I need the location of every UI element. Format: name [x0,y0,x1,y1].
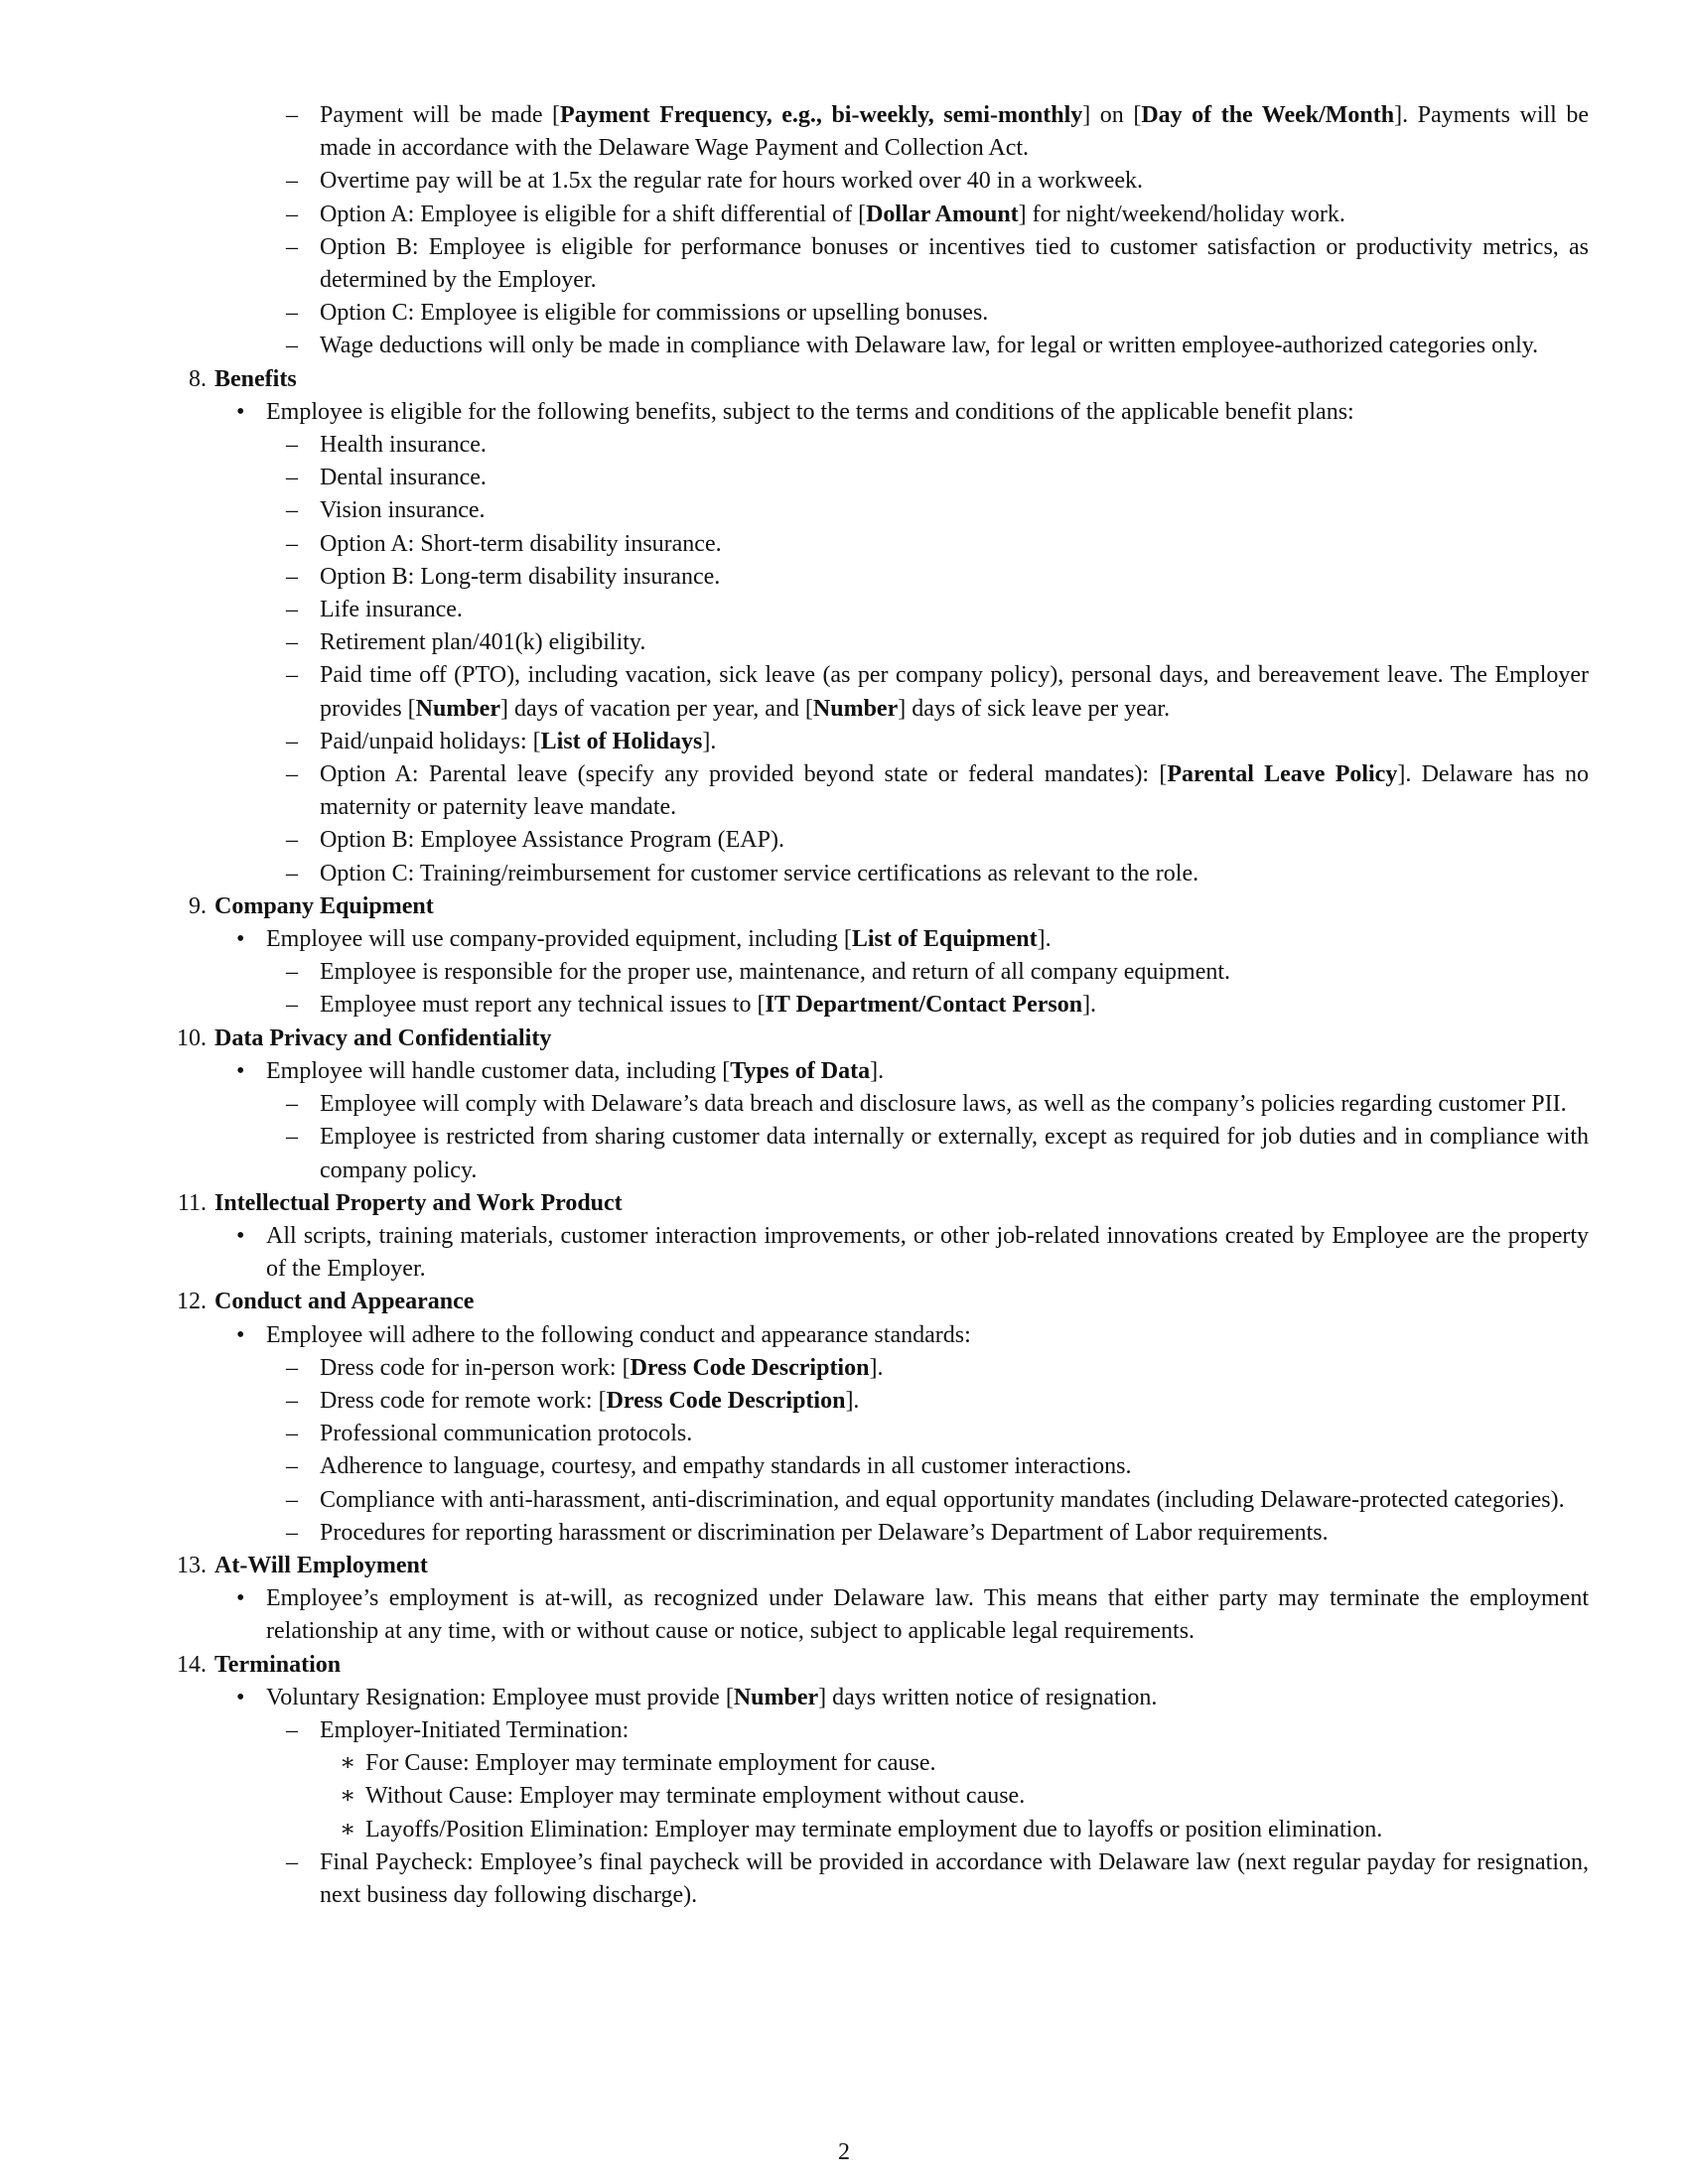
dash-marker: – [286,860,298,887]
section-heading [177,1286,1589,1318]
section-number: 11. [177,1189,207,1216]
placeholder-field: Dollar Amount [866,201,1019,227]
list-item-text [320,429,1589,462]
section-heading [177,1649,1589,1682]
list-item [207,824,1589,857]
list-item [207,858,1589,890]
list-item [207,956,1589,989]
section-number: 9. [189,892,207,919]
bullet-marker: • [236,1684,245,1710]
text-run: Adherence to language, courtesy, and empathy standards in all customer interactions. [320,1453,1132,1480]
dash-marker: – [286,168,298,195]
asterisk-marker: ∗ [340,1783,356,1810]
text-run: Dental insurance. [320,465,487,491]
text-run: Dress code for in-person work: [ [320,1354,631,1381]
section-title: Company Equipment [214,892,434,919]
text-run: Without Cause: Employer may terminate employment without cause. [365,1783,1026,1810]
list-item [207,1385,1589,1418]
text-run: Procedures for reporting harassment or discrimination per Delaware’s Department of Labor requirements. [320,1519,1329,1546]
list-item [207,1352,1589,1385]
list-item-text [266,1055,1589,1088]
text-run: Payment will be made [ [320,102,561,128]
text-run: Option A: Employee is eligible for a shift differential of [ [320,201,867,227]
list-item [207,165,1589,198]
text-run: Employee is eligible for the following benefits, subject to the terms and conditions of the applicable benefit plans: [266,398,1354,425]
section-title: Conduct and Appearance [214,1289,475,1315]
list-item-text [365,1814,1589,1846]
dash-marker: – [286,300,298,327]
section-heading [189,890,1589,923]
list-item-text [320,1450,1589,1483]
text-run: Wage deductions will only be made in compliance with Delaware law, for legal or written employee-authorized categories only. [320,333,1539,359]
list-item-text [266,396,1589,429]
list-item-text [320,165,1589,198]
text-run: ] days written notice of resignation. [818,1684,1158,1710]
text-run: Employee is responsible for the proper use, maintenance, and return of all company equipment. [320,959,1231,986]
section-heading [177,1187,1589,1220]
dash-marker: – [286,1716,298,1743]
text-run: Health insurance. [320,432,487,459]
list-item [207,1582,1589,1648]
text-run: All scripts, training materials, customer interaction improvements, or other job-related innovations created by Employee are the property of the Employer. [266,1222,1589,1283]
section-number: 12. [177,1289,207,1315]
list-item [207,528,1589,561]
text-run: Option C: Employee is eligible for commissions or upselling bonuses. [320,300,989,327]
list-item-text [320,758,1589,824]
list-item [207,1780,1589,1813]
list-item [207,1319,1589,1352]
list-item-text [320,1517,1589,1550]
section-title: Benefits [214,365,297,392]
list-item-text [320,1385,1589,1418]
list-item [207,726,1589,758]
dash-marker: – [286,1421,298,1447]
dash-marker: – [286,497,298,524]
list-item [207,462,1589,494]
list-item-text [320,330,1589,362]
list-item [207,1121,1589,1186]
list-item-text [320,824,1589,857]
dash-marker: – [286,102,298,128]
section-title: Termination [214,1651,342,1678]
text-run: Employee will comply with Delaware’s data breach and disclosure laws, as well as the company’s policies regarding customer PII. [320,1091,1567,1118]
list-item [207,297,1589,330]
placeholder-field: IT Department/Contact Person [765,992,1083,1019]
text-run: Final Paycheck: Employee’s final paycheck will be provided in accordance with Delaware law (next regular payday for resignation, next business day following discharge). [320,1848,1589,1908]
section-heading [189,363,1589,396]
text-run: Voluntary Resignation: Employee must provide [ [266,1684,734,1710]
bullet-marker: • [236,1057,245,1084]
list-item [207,1484,1589,1517]
list-item [207,561,1589,594]
list-item [207,659,1589,725]
list-item [207,1055,1589,1088]
list-item-text [320,199,1589,231]
list-item-text [320,1484,1589,1517]
list-item [207,1747,1589,1780]
text-run: ]. [1082,992,1097,1019]
list-item [207,758,1589,824]
text-run: Life insurance. [320,597,463,623]
list-item [207,923,1589,956]
placeholder-field: Dress Code Description [630,1354,870,1381]
list-item [207,1220,1589,1286]
text-run: For Cause: Employer may terminate employment for cause. [365,1750,936,1777]
section-number: 13. [177,1552,207,1578]
placeholder-field: Number [415,695,500,722]
list-item [207,594,1589,626]
text-run: Employee is restricted from sharing customer data internally or externally, except as required for job duties and in compliance with company policy. [320,1124,1589,1183]
section-number: 14. [177,1651,207,1678]
text-run: ]. [870,1057,885,1084]
placeholder-field: Payment Frequency, e.g., bi-weekly, semi-monthly [560,102,1083,128]
list-item-text [266,1582,1589,1648]
text-run: ] days of vacation per year, and [ [499,695,813,722]
list-item [207,396,1589,429]
placeholder-field: Parental Leave Policy [1167,761,1398,788]
placeholder-field: List of Equipment [851,926,1038,953]
bullet-marker: • [236,1321,245,1348]
list-item [207,494,1589,527]
list-item-text [320,231,1589,297]
dash-marker: – [286,662,298,689]
list-item-text [320,1088,1589,1121]
text-run: ]. [1037,926,1052,953]
list-item-text [320,956,1589,989]
list-item-text [320,297,1589,330]
list-item-text [320,659,1589,725]
text-run: Option A: Parental leave (specify any provided beyond state or federal mandates): [ [320,761,1168,788]
bullet-marker: • [236,398,245,425]
dash-marker: – [286,432,298,459]
list-item [207,199,1589,231]
list-item [207,1814,1589,1846]
list-item-text [266,1220,1589,1286]
list-item [207,989,1589,1022]
dash-marker: – [286,333,298,359]
dash-marker: – [286,233,298,260]
list-item-text [320,1121,1589,1186]
text-run: Option B: Employee is eligible for performance bonuses or incentives tied to customer satisfaction or productivity metrics, as determined by the Employer. [320,233,1589,294]
list-item-text [320,726,1589,758]
placeholder-field: Types of Data [730,1057,871,1084]
list-item-text [320,462,1589,494]
list-item-text [320,1714,1589,1747]
text-run: Overtime pay will be at 1.5x the regular rate for hours worked over 40 in a workweek. [320,168,1144,195]
text-run: ] on [ [1082,102,1142,128]
text-run: ]. [845,1387,860,1414]
text-run: Dress code for remote work: [ [320,1387,607,1414]
section-heading [177,1550,1589,1582]
dash-marker: – [286,1453,298,1480]
dash-marker: – [286,530,298,557]
asterisk-marker: ∗ [340,1816,356,1843]
placeholder-field: Number [812,695,899,722]
dash-marker: – [286,563,298,590]
list-item-text [320,494,1589,527]
text-run: Compliance with anti-harassment, anti-discrimination, and equal opportunity mandates (including Delaware-protected categories). [320,1486,1565,1513]
text-run: Employee’s employment is at-will, as recognized under Delaware law. This means that either party may terminate the employment relationship at any time, with or without cause or notice, subject to applicable legal requirements. [266,1585,1589,1645]
list-item-text [365,1780,1589,1813]
text-run: ]. [869,1354,884,1381]
dash-marker: – [286,1091,298,1118]
page-number: 2 [838,2139,850,2165]
dash-marker: – [286,1486,298,1513]
placeholder-field: Number [733,1684,819,1710]
list-item-text [365,1747,1589,1780]
dash-marker: – [286,827,298,854]
bullet-marker: • [236,926,245,953]
list-item-text [320,1352,1589,1385]
list-item-text [320,594,1589,626]
list-item [207,1846,1589,1912]
list-item [207,99,1589,165]
text-run: Option B: Employee Assistance Program (EAP). [320,827,784,854]
dash-marker: – [286,761,298,788]
text-run: Option C: Training/reimbursement for customer service certifications as relevant to the role. [320,860,1199,887]
list-item [207,1714,1589,1747]
text-run: ]. Payments will be made in accordance with the Delaware Wage Payment and Collection Act. [320,102,1589,162]
section-heading [177,1023,1589,1055]
text-run: Employer-Initiated Termination: [320,1716,630,1743]
text-run: Option A: Short-term disability insurance. [320,530,722,557]
text-run: ] days of sick leave per year. [898,695,1171,722]
list-item-text [320,99,1589,165]
dash-marker: – [286,992,298,1019]
section-number: 10. [177,1024,207,1051]
dash-marker: – [286,465,298,491]
dash-marker: – [286,1354,298,1381]
text-run: Layoffs/Position Elimination: Employer may terminate employment due to layoffs or position elimination. [365,1816,1383,1843]
list-item-text [266,1319,1589,1352]
text-run: Employee will handle customer data, including [ [266,1057,731,1084]
dash-marker: – [286,201,298,227]
dash-marker: – [286,1519,298,1546]
section-number: 8. [189,365,207,392]
section-title: Data Privacy and Confidentiality [214,1024,552,1051]
text-run: Professional communication protocols. [320,1421,693,1447]
dash-marker: – [286,1387,298,1414]
document-body [167,99,1589,1912]
asterisk-marker: ∗ [340,1750,356,1777]
list-item [207,626,1589,659]
text-run: Vision insurance. [320,497,486,524]
dash-marker: – [286,597,298,623]
list-item [207,1450,1589,1483]
text-run: Paid/unpaid holidays: [ [320,728,541,754]
dash-marker: – [286,1124,298,1151]
list-item [207,231,1589,297]
list-item-text [320,626,1589,659]
placeholder-field: Day of the Week/Month [1141,102,1395,128]
list-item [207,429,1589,462]
list-item-text [320,858,1589,890]
list-item [207,1517,1589,1550]
list-item [207,1088,1589,1121]
dash-marker: – [286,728,298,754]
text-run: Employee will adhere to the following conduct and appearance standards: [266,1321,971,1348]
text-run: ] for night/weekend/holiday work. [1018,201,1345,227]
text-run: Employee will use company-provided equipment, including [ [266,926,852,953]
dash-marker: – [286,959,298,986]
section-title: At-Will Employment [214,1552,428,1578]
list-item [207,1682,1589,1714]
list-item-text [266,1682,1589,1714]
dash-marker: – [286,1848,298,1875]
list-item-text [320,528,1589,561]
text-run: ]. Delaware has no maternity or paternity leave mandate. [320,761,1590,821]
section-title: Intellectual Property and Work Product [214,1189,623,1216]
list-item-text [320,989,1589,1022]
text-run: Option B: Long-term disability insurance. [320,563,721,590]
bullet-marker: • [236,1585,245,1612]
dash-marker: – [286,629,298,656]
text-run: Paid time off (PTO), including vacation, sick leave (as per company policy), personal days, and bereavement leave. The Employer provides [ [320,662,1589,722]
list-item [207,1418,1589,1450]
text-run: Employee must report any technical issues to [ [320,992,766,1019]
list-item-text [266,923,1589,956]
text-run: ]. [702,728,717,754]
text-run: Retirement plan/401(k) eligibility. [320,629,646,656]
bullet-marker: • [236,1222,245,1249]
list-item-text [320,1846,1589,1912]
list-item-text [320,561,1589,594]
list-item-text [320,1418,1589,1450]
placeholder-field: List of Holidays [540,728,703,754]
list-item [207,330,1589,362]
placeholder-field: Dress Code Description [606,1387,846,1414]
